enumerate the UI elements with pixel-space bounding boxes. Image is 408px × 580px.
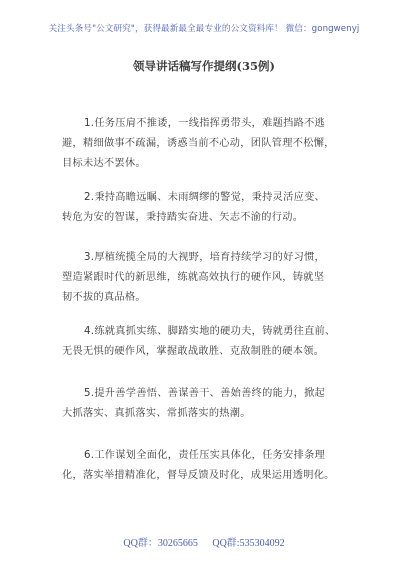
- item-line: 1.任务压肩不推诿，一线指挥勇带头，难题挡路不逃: [84, 118, 326, 129]
- item-line: 3.厚植统揽全局的大视野，培育持续学习的好习惯，: [84, 252, 326, 263]
- list-item: [62, 188, 362, 228]
- item-line: 化，落实举措精准化，督导反馈及时化，成果运用透明化。: [62, 470, 335, 481]
- item-line: 5.提升善学善悟、善谋善干、善始善终的能力，掀起: [84, 388, 326, 399]
- list-item: [62, 114, 362, 174]
- item-line: 大抓落实、真抓落实、常抓落实的热潮。: [62, 408, 251, 419]
- list-item: [62, 322, 362, 362]
- footer-qq-group-2: QQ群:535304092: [212, 538, 285, 549]
- list-item: [62, 384, 362, 424]
- footer: [0, 534, 408, 549]
- header-banner: 关注头条号"公文研究"，获得最新最全最专业的公文资料库！ 微信：gongwenyj: [48, 24, 360, 34]
- item-line: 2.秉持高瞻远瞩、未雨绸缪的警觉，秉持灵活应变、: [84, 192, 326, 203]
- document-title: 领导讲话稿写作提纲(35例): [133, 59, 275, 73]
- list-item: [62, 248, 362, 308]
- item-line: 转危为安的智谋，秉持踏实奋进、矢志不渝的行动。: [62, 212, 304, 223]
- item-line: 4.练就真抓实练、脚踏实地的硬功夫，铸就勇往直前、: [84, 326, 336, 337]
- item-line: 目标未达不罢休。: [62, 158, 146, 169]
- item-line: 无畏无惧的硬作风，掌握敢战敢胜、克敌制胜的硬本领。: [62, 346, 325, 357]
- footer-qq-group-1: QQ群：30265665: [123, 538, 198, 549]
- item-line: 塑造紧跟时代的新思维，练就高效执行的硬作风，铸就坚: [62, 272, 325, 283]
- list-item: [62, 446, 362, 486]
- item-line: 避，精细做事不疏漏，诱惑当前不心动，团队管理不松懈，: [62, 138, 335, 149]
- item-line: 6.工作谋划全面化，责任压实具体化，任务安排条理: [84, 450, 326, 461]
- item-line: 韧不拔的真品格。: [62, 292, 146, 303]
